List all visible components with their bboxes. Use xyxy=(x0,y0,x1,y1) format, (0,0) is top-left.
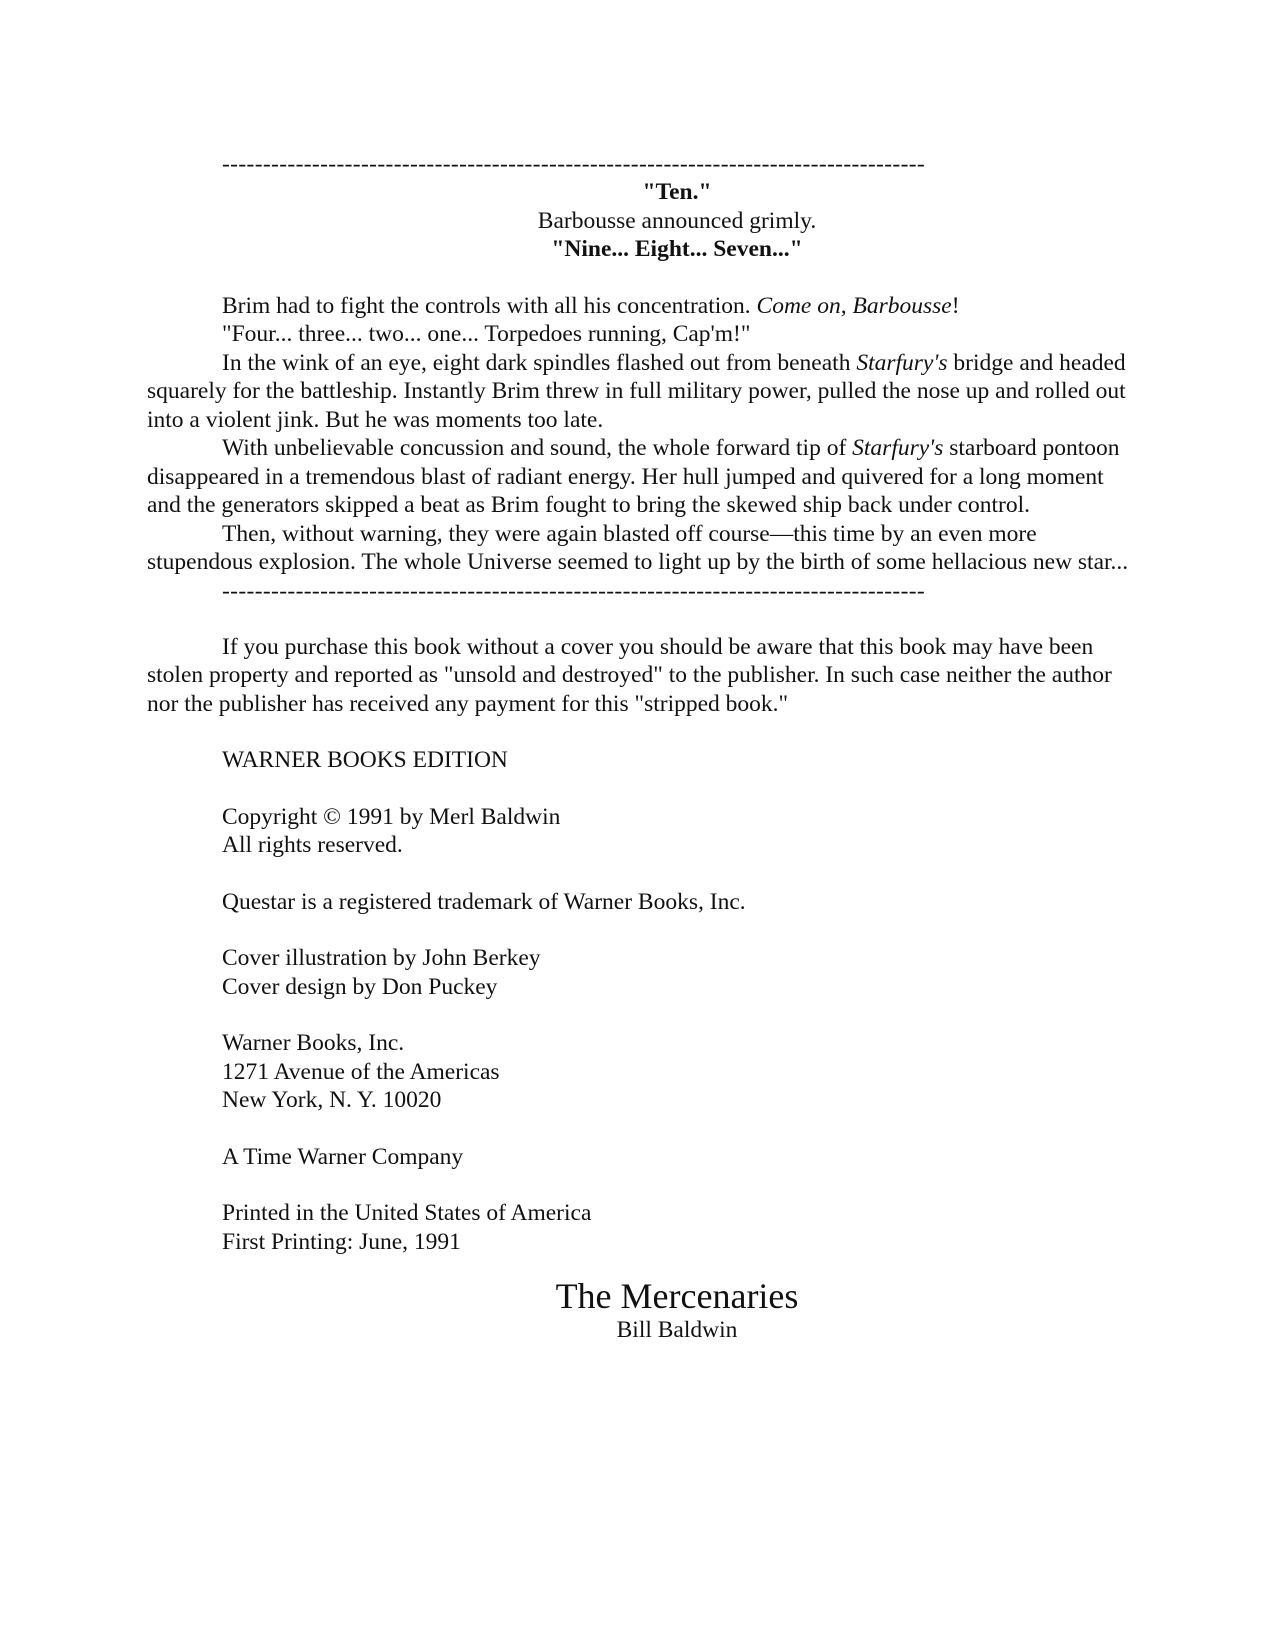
excerpt-paragraph-1 xyxy=(147,292,1137,321)
dialogue-countdown: "Nine... Eight... Seven..." xyxy=(551,236,803,262)
excerpt-paragraph-1-italic: Come on, Barbousse xyxy=(756,292,952,319)
cover-illustration-line: Cover illustration by John Berkey xyxy=(222,945,541,971)
document-page xyxy=(147,150,1137,1344)
divider-top: -------------------------------------------------------------------------------------- xyxy=(222,151,926,177)
publisher-name: Warner Books, Inc. xyxy=(222,1030,405,1056)
dialogue-announced: Barbousse announced grimly. xyxy=(537,207,817,234)
divider-bottom: -------------------------------------------------------------------------------------- xyxy=(222,577,926,604)
copyright-block xyxy=(147,746,1137,1256)
edition-line: WARNER BOOKS EDITION xyxy=(222,747,508,773)
publisher-city: New York, N. Y. 10020 xyxy=(222,1087,442,1113)
company-line: A Time Warner Company xyxy=(222,1143,464,1170)
excerpt-paragraph-3-italic: Starfury's xyxy=(856,349,948,376)
excerpt-paragraph-4-b: starboard pontoon disappeared in a tremendous blast of radiant energy. Her hull jumped and quivered for a long moment and the generators skipped a beat as Brim fought to bring the skewed ship back under control. xyxy=(147,435,1120,518)
stripped-book-notice: If you purchase this book without a cover you should be aware that this book may have been stolen property and reported as "unsold and destroyed" to the publisher. In such case neither the author nor the publisher has received any payment for this "stripped book." xyxy=(147,633,1112,717)
excerpt-paragraph-3 xyxy=(147,349,1137,435)
trademark-line: Questar is a registered trademark of Warner Books, Inc. xyxy=(222,888,746,915)
excerpt-paragraph-4-italic: Starfury's xyxy=(852,435,944,461)
cover-design-line: Cover design by Don Puckey xyxy=(222,973,498,1000)
excerpt-paragraph-1-text: Brim had to fight the controls with all his concentration. xyxy=(222,292,757,319)
excerpt-paragraph-5: Then, without warning, they were again blasted off course—this time by an even more stupendous explosion. The whole Universe seemed to light up by the birth of some hellacious new star... xyxy=(147,520,1129,575)
excerpt-paragraph-3-a: In the wink of an eye, eight dark spindles flashed out from beneath xyxy=(222,349,857,376)
publisher-street: 1271 Avenue of the Americas xyxy=(222,1058,500,1085)
rights-line: All rights reserved. xyxy=(222,832,403,858)
first-printing-line: First Printing: June, 1991 xyxy=(222,1228,461,1255)
book-title: The Mercenaries xyxy=(555,1276,799,1316)
dialogue-ten: "Ten." xyxy=(642,179,712,205)
excerpt-paragraph-1-end: ! xyxy=(951,292,960,319)
excerpt-paragraph-4 xyxy=(147,434,1137,520)
printed-line: Printed in the United States of America xyxy=(222,1200,592,1226)
excerpt-paragraph-4-a: With unbelievable concussion and sound, the whole forward tip of xyxy=(222,435,853,461)
excerpt-paragraph-3-b: bridge and headed squarely for the battleship. Instantly Brim threw in full military power, pulled the nose up and rolled out into a violent jink. But he was moments too late. xyxy=(147,349,1126,433)
book-author: Bill Baldwin xyxy=(616,1317,738,1343)
excerpt-paragraph-2: "Four... three... two... one... Torpedoes running, Cap'm!" xyxy=(222,321,751,347)
copyright-line: Copyright © 1991 by Merl Baldwin xyxy=(222,803,561,830)
